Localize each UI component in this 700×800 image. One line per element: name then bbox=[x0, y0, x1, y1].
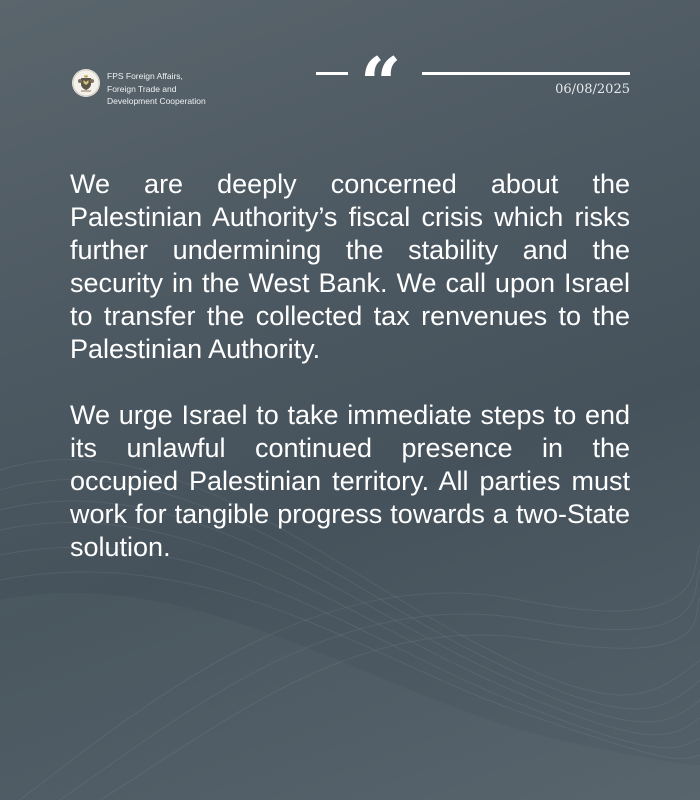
publication-date: 06/08/2025 bbox=[555, 82, 630, 97]
divider-right bbox=[422, 72, 630, 75]
quotation-mark-icon: “ bbox=[360, 41, 402, 126]
header bbox=[0, 0, 700, 126]
organization-name: FPS Foreign Affairs, Foreign Trade and Development Cooperation bbox=[107, 71, 206, 106]
divider-left bbox=[316, 72, 348, 75]
belgian-coat-of-arms-icon bbox=[72, 69, 100, 97]
statement-body bbox=[70, 168, 630, 564]
statement-paragraph: We urge Israel to take immediate steps to end its unlawful continued presence in the occupied Palestinian territory. All parties must work for tangible progress towards a two-State solution. bbox=[70, 400, 630, 562]
statement-paragraph: We are deeply concerned about the Palestinian Authority’s fiscal crisis which risks further undermining the stability and the security in the West Bank. We call upon Israel to transfer the collected tax renvenues to the Palestinian Authority. bbox=[70, 169, 630, 364]
